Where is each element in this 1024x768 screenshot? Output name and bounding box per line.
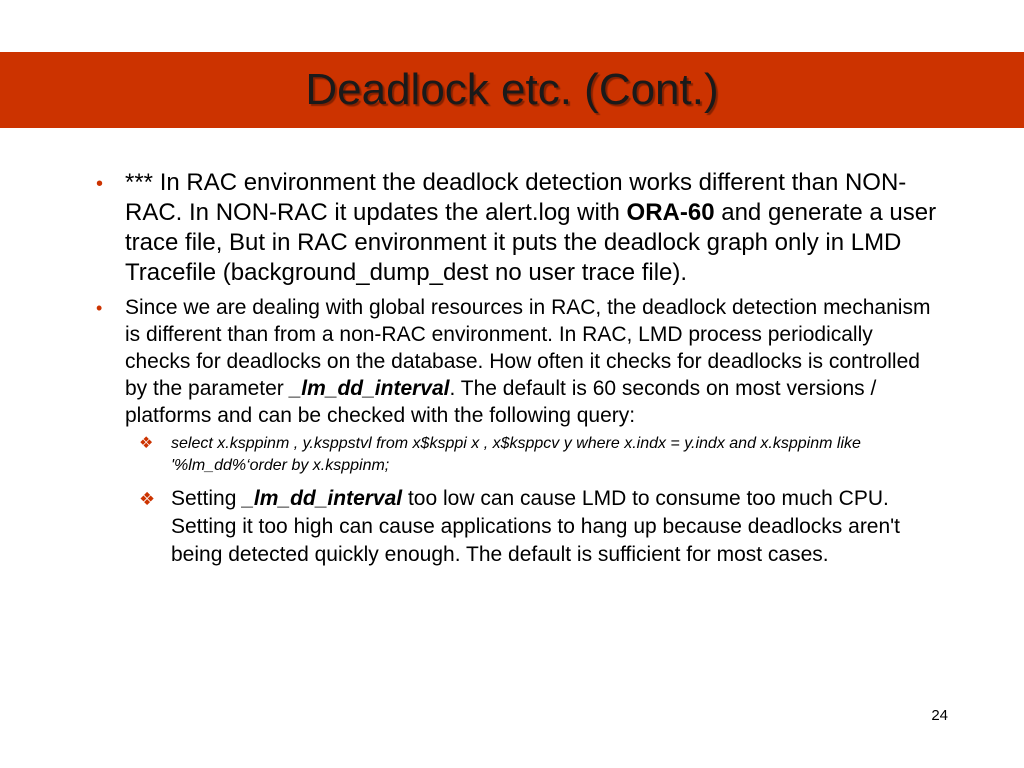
- bullet-dot-icon: •: [96, 173, 104, 195]
- parameter-name: _lm_dd_interval: [289, 377, 450, 400]
- diamond-bullet-icon: ❖: [139, 435, 154, 452]
- sub-bullet-item: [96, 485, 942, 569]
- sub-bullet-text: too low can cause LMD to consume too much CPU. Setting it too high can cause applications to hang up because deadlocks aren't being detected quickly enough. The default is sufficient for most cases.: [171, 487, 901, 566]
- parameter-name: _lm_dd_interval: [242, 487, 403, 510]
- sub-bullet-text: Setting: [171, 487, 243, 510]
- bullet-text: *** In RAC environment the deadlock detection works different than NON-RAC. In NON-RAC it updates the alert.log with: [125, 169, 907, 226]
- query-text: select x.ksppinm , y.ksppstvl from x$ksppi x , x$ksppcv y where x.indx = y.indx and x.ksppinm like '%lm_dd%‘order by x.ksppinm;: [171, 435, 861, 474]
- bullet-bold-text: ORA-60: [626, 199, 715, 226]
- bullet-text: and generate a user trace file, But in RAC environment it puts the deadlock graph only in LMD Tracefile (background_dump_dest no user trace file).: [125, 199, 937, 286]
- bullet-item: [96, 294, 942, 429]
- bullet-item: [96, 168, 942, 288]
- sub-bullet-item: [96, 433, 942, 477]
- slide-title: Deadlock etc. (Cont.): [305, 65, 719, 114]
- bullet-text: Since we are dealing with global resources in RAC, the deadlock detection mechanism is different than from a non-RAC environment. In RAC, LMD process periodically checks for deadlocks on the database. How often it checks for deadlocks is controlled by the parameter: [125, 296, 931, 400]
- diamond-bullet-icon: ❖: [139, 489, 156, 509]
- page-number: 24: [931, 707, 948, 724]
- slide-content: [96, 168, 942, 569]
- bullet-text: . The default is 60 seconds on most versions / platforms and can be checked with the following query:: [125, 377, 877, 427]
- bullet-dot-icon: •: [96, 298, 103, 318]
